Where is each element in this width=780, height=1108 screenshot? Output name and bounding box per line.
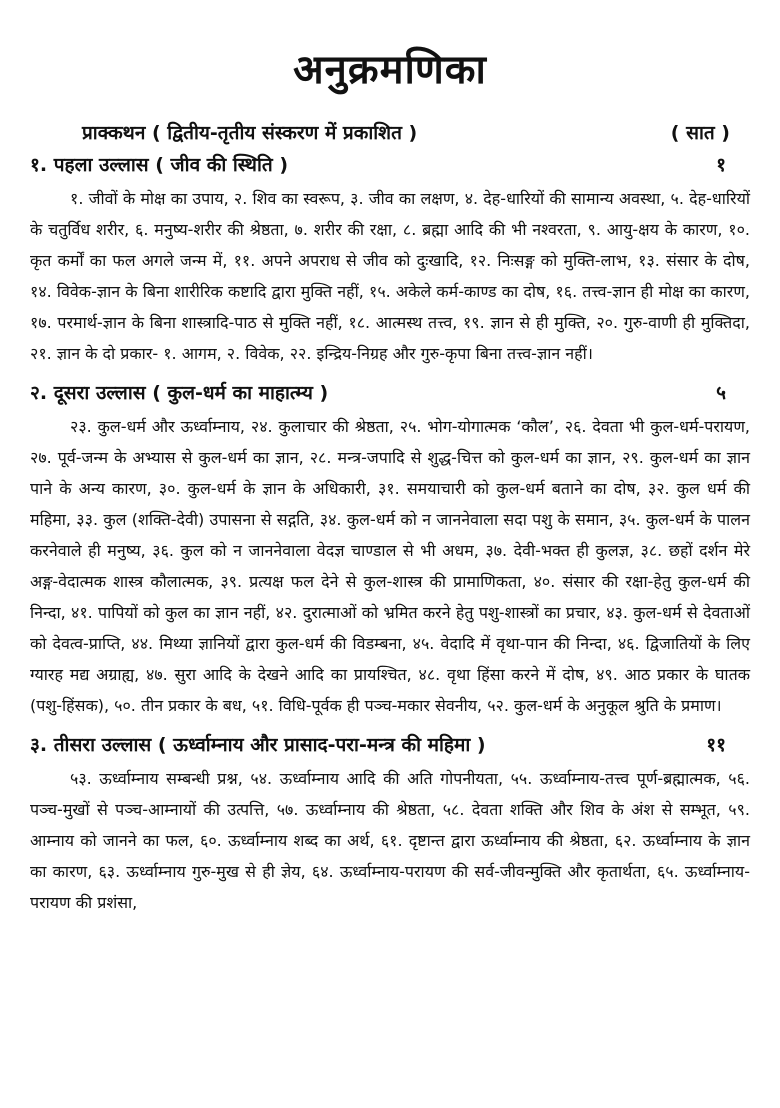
section-title: ३. तीसरा उल्लास ( ऊर्ध्वाम्नाय और प्रासाद-परा-मन्त्र की महिमा ): [30, 734, 486, 756]
preface-entry: [82, 119, 750, 145]
section-page: १: [716, 154, 726, 176]
section-2: [30, 379, 750, 721]
section-3: [30, 731, 750, 918]
section-contents: २३. कुल-धर्म और ऊर्ध्वाम्नाय, २४. कुलाचार की श्रेष्ठता, २५. भोग-योगात्मक ‘कौल’, २६. देवता भी कुल-धर्म-परायण, २७. पूर्व-जन्म के अभ्यास से कुल-धर्म का ज्ञान, २८. मन्त्र-जपादि से शुद्ध-चित्त को कुल-धर्म का ज्ञान, २९. कुल-धर्म का ज्ञान पाने के अन्य कारण, ३०. कुल-धर्म के ज्ञान के अधिकारी, ३१. समयाचारी को कुल-धर्म बताने का दोष, ३२. कुल धर्म की महिमा, ३३. कुल (शक्ति-देवी) उपासना से सद्गति, ३४. कुल-धर्म को न जाननेवाला सदा पशु के समान, ३५. कुल-धर्म के पालन करनेवाले ही मनुष्य, ३६. कुल को न जाननेवाला वेदज्ञ चाण्डाल से भी अधम, ३७. देवी-भक्त ही कुलज्ञ, ३८. छहों दर्शन मेरे अङ्ग-वेदात्मक शास्त्र कौलात्मक, ३९. प्रत्यक्ष फल देने से कुल-शास्त्र की प्रामाणिकता, ४०. संसार की रक्षा-हेतु कुल-धर्म की निन्दा, ४१. पापियों को कुल का ज्ञान नहीं, ४२. दुरात्माओं को भ्रमित करने हेतु पशु-शास्त्रों का प्रचार, ४३. कुल-धर्म से देवताओं को देवत्व-प्राप्ति, ४४. मिथ्या ज्ञानियों द्वारा कुल-धर्म की विडम्बना, ४५. वेदादि में वृथा-पान की निन्दा, ४६. द्विजातियों के लिए ग्यारह मद्य अग्राह्य, ४७. सुरा आदि के देखने आदि का प्रायश्चित, ४८. वृथा हिंसा करने में दोष, ४९. आठ प्रकार के घातक (पशु-हिंसक), ५०. तीन प्रकार के बध, ५१. विधि-पूर्वक ही पञ्च-मकार सेवनीय, ५२. कुल-धर्म के अनुकूल श्रुति के प्रमाण।: [30, 417, 750, 715]
section-title: १. पहला उल्लास ( जीव की स्थिति ): [30, 154, 289, 176]
section-page: ११: [706, 734, 726, 756]
section-heading: [30, 731, 750, 757]
section-page: ५: [716, 382, 726, 404]
section-heading: [30, 151, 750, 177]
section-title: २. दूसरा उल्लास ( कुल-धर्म का माहात्म्य ): [30, 382, 329, 404]
preface-label: प्राक्कथन ( द्वितीय-तृतीय संस्करण में प्रकाशित ): [82, 122, 418, 144]
section-contents: १. जीवों के मोक्ष का उपाय, २. शिव का स्वरूप, ३. जीव का लक्षण, ४. देह-धारियों की सामान्य अवस्था, ५. देह-धारियों के चतुर्विध शरीर, ६. मनुष्य-शरीर की श्रेष्ठता, ७. शरीर की रक्षा, ८. ब्रह्मा आदि की भी नश्वरता, ९. आयु-क्षय के कारण, १०. कृत कर्मों का फल अगले जन्म में, ११. अपने अपराध से जीव को दुःखादि, १२. निःसङ्ग को मुक्ति-लाभ, १३. संसार के दोष, १४. विवेक-ज्ञान के बिना शारीरिक कष्टादि द्वारा मुक्ति नहीं, १५. अकेले कर्म-काण्ड का दोष, १६. तत्त्व-ज्ञान ही मोक्ष का कारण, १७. परमार्थ-ज्ञान के बिना शास्त्रादि-पाठ से मुक्ति नहीं, १८. आत्मस्थ तत्त्व, १९. ज्ञान से ही मुक्ति, २०. गुरु-वाणी ही मुक्तिदा, २१. ज्ञान के दो प्रकार- १. आगम, २. विवेक, २२. इन्द्रिय-निग्रह और गुरु-कृपा बिना तत्त्व-ज्ञान नहीं।: [30, 189, 750, 363]
section-1: [30, 151, 750, 369]
page-title: अनुक्रमणिका: [293, 47, 487, 93]
preface-page: ( सात ): [670, 122, 730, 144]
section-heading: [30, 379, 750, 405]
section-contents: ५३. ऊर्ध्वाम्नाय सम्बन्धी प्रश्न, ५४. ऊर्ध्वाम्नाय आदि की अति गोपनीयता, ५५. ऊर्ध्वाम्नाय-तत्त्व पूर्ण-ब्रह्मात्मक, ५६. पञ्च-मुखों से पञ्च-आम्नायों की उत्पत्ति, ५७. ऊर्ध्वाम्नाय की श्रेष्ठता, ५८. देवता शक्ति और शिव के अंश से सम्भूत, ५९. आम्नाय को जानने का फल, ६०. ऊर्ध्वाम्नाय शब्द का अर्थ, ६१. दृष्टान्त द्वारा ऊर्ध्वाम्नाय की श्रेष्ठता, ६२. ऊर्ध्वाम्नाय के ज्ञान का कारण, ६३. ऊर्ध्वाम्नाय गुरु-मुख से ही ज्ञेय, ६४. ऊर्ध्वाम्नाय-परायण की सर्व-जीवन्मुक्ति और कृतार्थता, ६५. ऊर्ध्वाम्नाय-परायण की प्रशंसा,: [30, 769, 750, 912]
